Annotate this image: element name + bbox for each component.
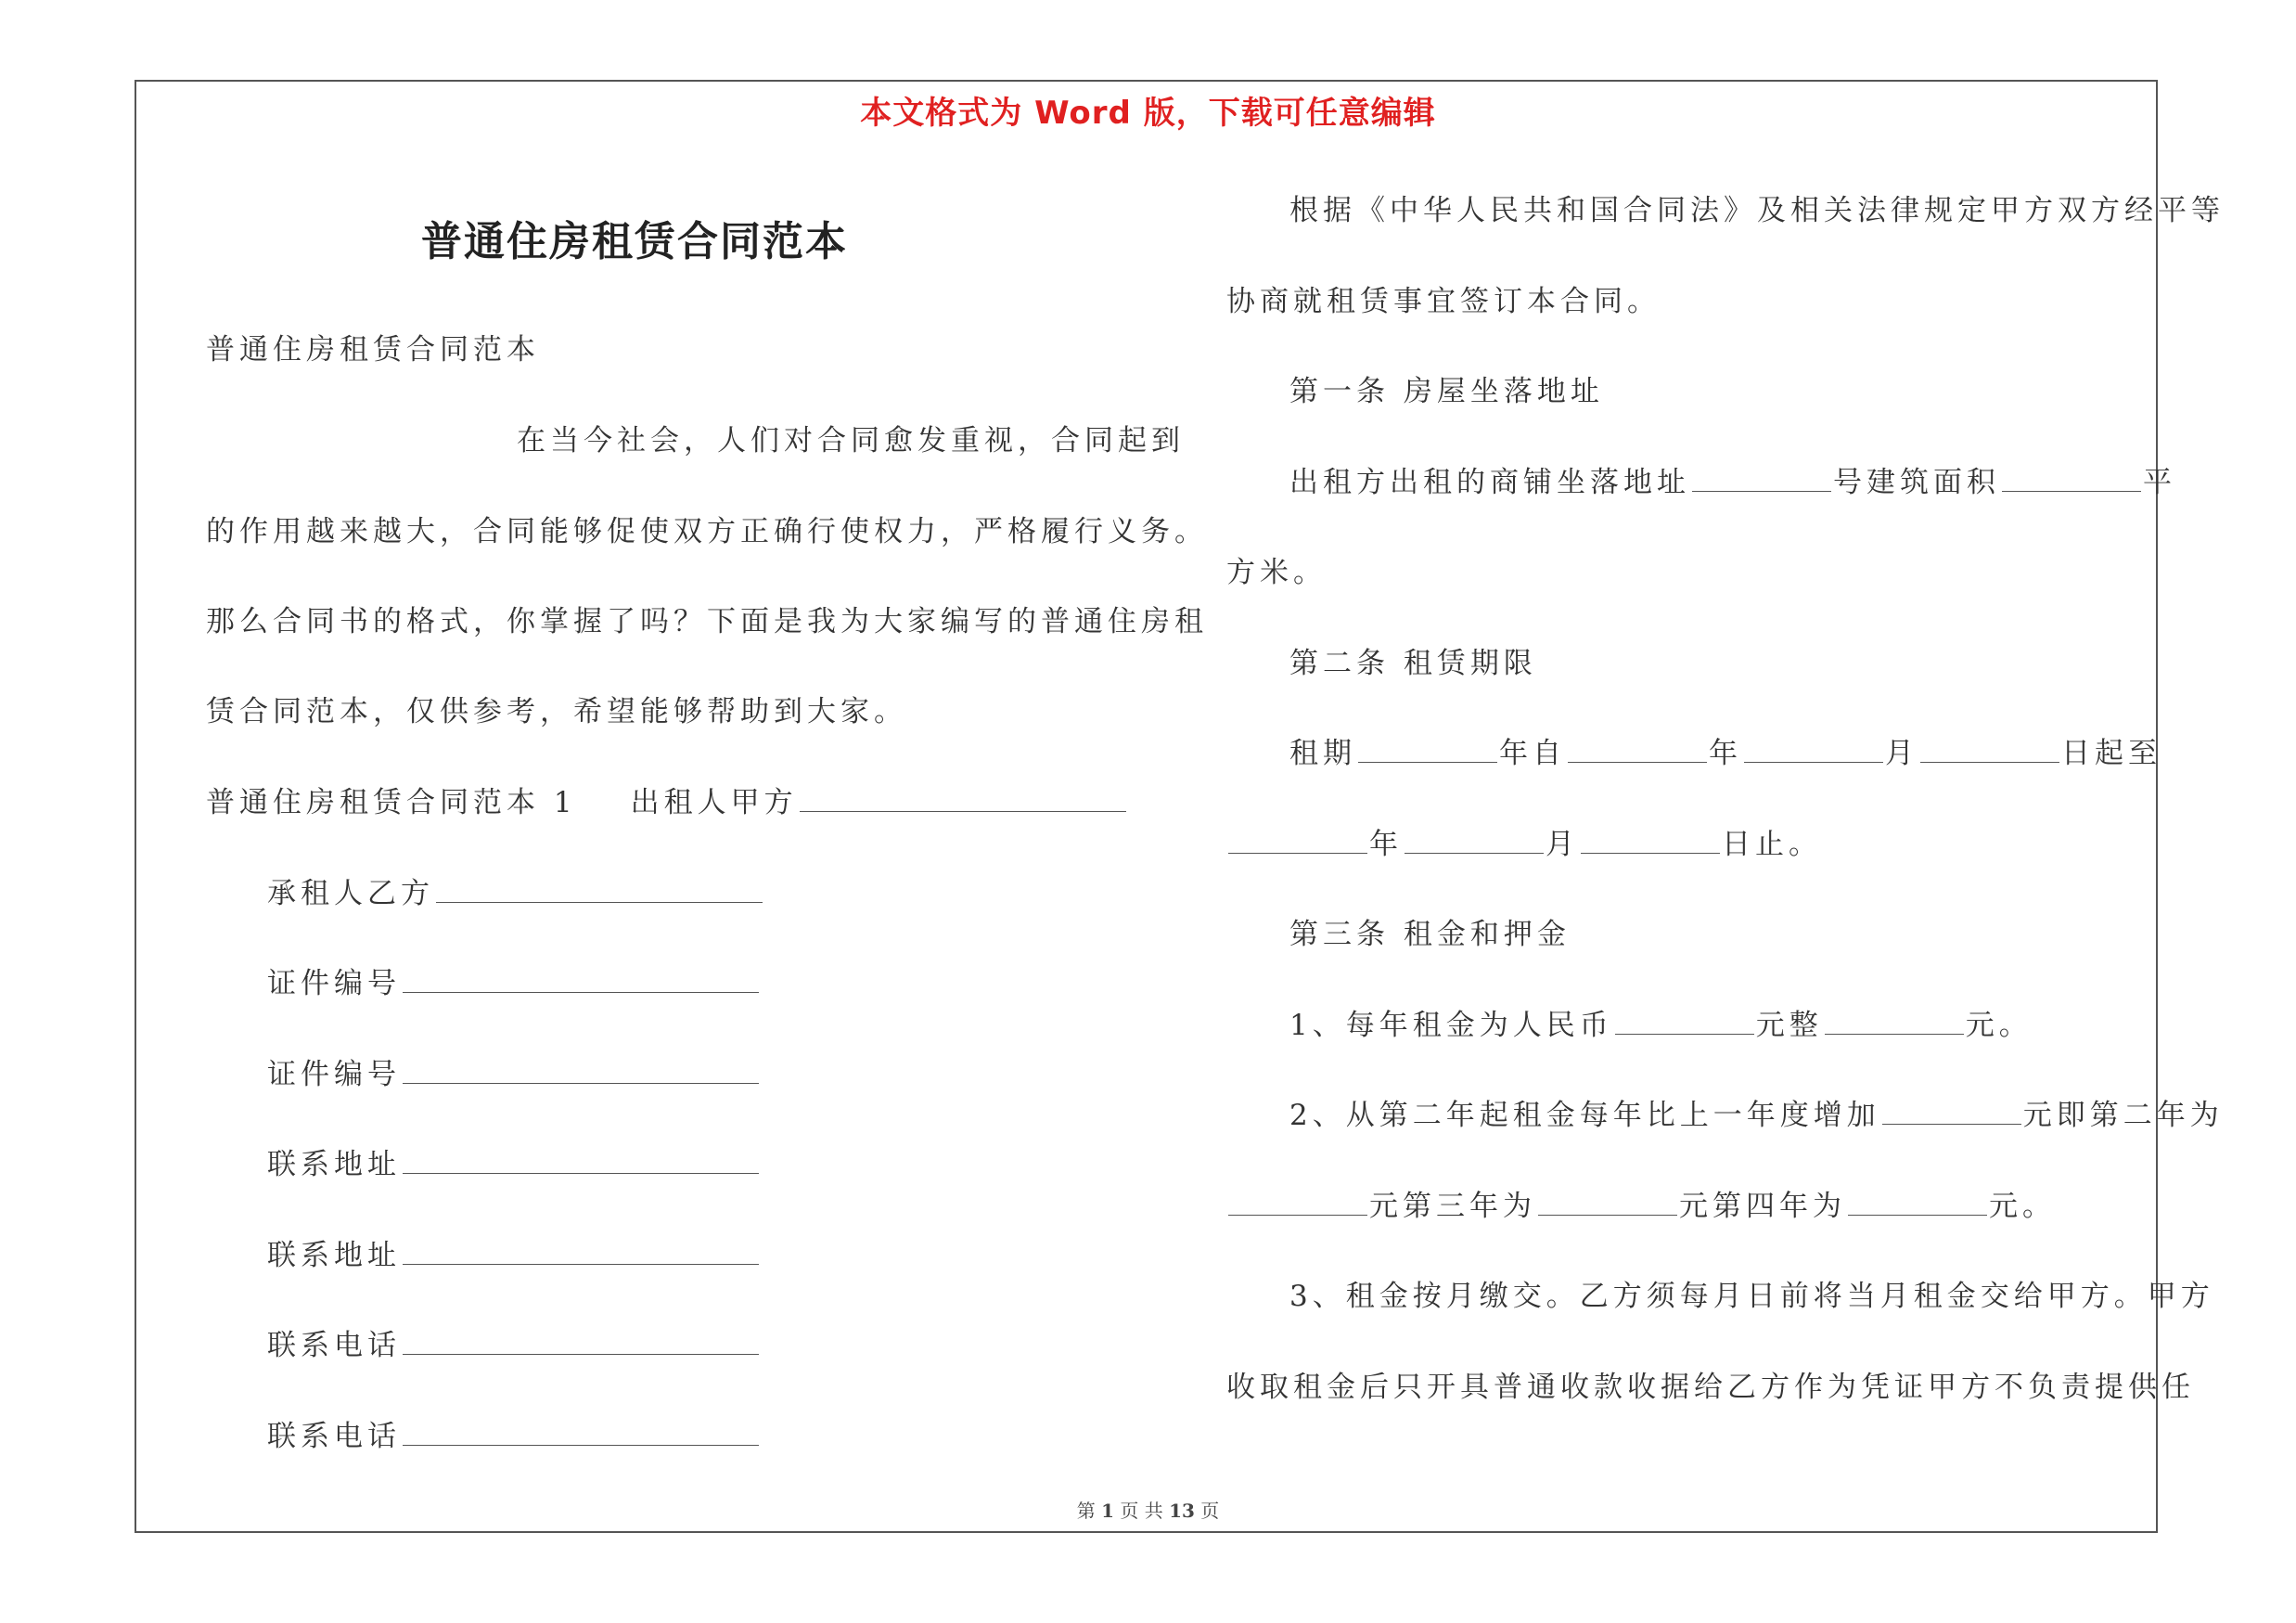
- id-no-blank-2[interactable]: [403, 1057, 759, 1084]
- address-text: 出租方出租的商铺坐落地址: [1289, 466, 1690, 499]
- start-month-blank[interactable]: [1744, 736, 1883, 763]
- area-blank[interactable]: [2002, 465, 2141, 492]
- end-day-text: 日止。: [1722, 828, 1822, 861]
- lessee-label: 承租人乙方: [267, 877, 434, 910]
- phone-row-2: [267, 1418, 761, 1455]
- lessee-blank[interactable]: [436, 876, 763, 903]
- fourth-year-text: 元第四年为: [1679, 1190, 1846, 1223]
- term-row-1: [1289, 735, 2161, 772]
- rent-1-text: 1、每年租金为人民币: [1289, 1009, 1613, 1042]
- rent-2-unit-text: 元。: [1989, 1190, 2056, 1223]
- month-text: 月: [1885, 737, 1918, 770]
- total-pages-number: 13: [1169, 1500, 1195, 1522]
- year-text: 年: [1709, 737, 1742, 770]
- intro-line-2: 的作用越来越大，合同能够促使双方正确行使权力，严格履行义务。: [206, 515, 1208, 548]
- document-subtitle: 普通住房租赁合同范本: [206, 333, 540, 367]
- address-label-1: 联系地址: [267, 1148, 401, 1181]
- annual-rent-figure-blank[interactable]: [1825, 1008, 1964, 1035]
- phone-blank-1[interactable]: [403, 1328, 759, 1355]
- article-1-title: 第一条 房屋坐落地址: [1289, 375, 1604, 408]
- lessee-row: [267, 875, 764, 912]
- phone-row-1: [267, 1327, 761, 1364]
- rent-1-unit-text: 元。: [1965, 1009, 2033, 1042]
- end-month-blank[interactable]: [1405, 827, 1544, 854]
- term-row-2: [1226, 826, 1822, 863]
- footer-prefix: 第: [1076, 1500, 1096, 1522]
- intro-line-3: 那么合同书的格式，你掌握了吗？下面是我为大家编写的普通住房租: [206, 605, 1208, 638]
- area-unit-line: 方米。: [1226, 556, 1327, 589]
- annual-rent-blank[interactable]: [1615, 1008, 1754, 1035]
- start-year-blank[interactable]: [1568, 736, 1707, 763]
- third-year-text: 元第三年为: [1369, 1190, 1536, 1223]
- address-label-2: 联系地址: [267, 1239, 401, 1272]
- lessor-label: 出租人甲方: [630, 786, 798, 819]
- format-banner: 本文格式为 Word 版，下载可任意编辑: [860, 95, 1436, 132]
- address-blank-2[interactable]: [403, 1238, 759, 1265]
- end-day-blank[interactable]: [1581, 827, 1720, 854]
- end-month-text: 月: [1546, 828, 1579, 861]
- current-page-number: 1: [1101, 1500, 1114, 1522]
- fourth-year-blank[interactable]: [1848, 1189, 1987, 1216]
- end-year-blank[interactable]: [1228, 827, 1367, 854]
- footer-suffix: 页: [1200, 1500, 1220, 1522]
- rent-item-2-line-1: [1289, 1097, 2224, 1134]
- rent-2-text: 2、从第二年起租金每年比上一年度增加: [1289, 1099, 1880, 1132]
- page-footer: [0, 1496, 2296, 1523]
- second-year-blank[interactable]: [1228, 1189, 1367, 1216]
- id-no-label-1: 证件编号: [267, 967, 401, 1000]
- rent-1-whole-text: 元整: [1755, 1009, 1823, 1042]
- start-day-blank[interactable]: [1920, 736, 2059, 763]
- day-from-text: 日起至: [2061, 737, 2161, 770]
- rent-increase-blank[interactable]: [1882, 1098, 2021, 1125]
- id-no-label-2: 证件编号: [267, 1058, 401, 1091]
- footer-middle: 页 共: [1120, 1500, 1163, 1522]
- address-row-2: [267, 1237, 761, 1274]
- area-text: 号建筑面积: [1833, 466, 2000, 499]
- intro-line-1: 在当今社会，人们对合同愈发重视，合同起到: [517, 424, 1185, 457]
- sample-heading-row: [206, 784, 1128, 821]
- term-label: 租期: [1289, 737, 1356, 770]
- address-blank-1[interactable]: [403, 1147, 759, 1174]
- phone-label-2: 联系电话: [267, 1420, 401, 1453]
- id-no-row-2: [267, 1056, 761, 1093]
- sample-heading: 普通住房租赁合同范本 1: [206, 786, 577, 819]
- end-year-text: 年: [1369, 828, 1403, 861]
- rent-item-1: [1289, 1007, 2033, 1044]
- rent-item-2-line-2: [1226, 1188, 2056, 1225]
- area-unit-text: 平: [2143, 466, 2176, 499]
- id-no-row-1: [267, 965, 761, 1002]
- article-2-title: 第二条 租赁期限: [1289, 647, 1537, 680]
- article-1-row: [1289, 464, 2176, 501]
- intro-line-4: 赁合同范本，仅供参考，希望能够帮助到大家。: [206, 695, 907, 728]
- preamble-line-2: 协商就租赁事宜签订本合同。: [1226, 285, 1661, 318]
- lessor-blank[interactable]: [800, 785, 1126, 812]
- shop-address-blank[interactable]: [1692, 465, 1831, 492]
- third-year-blank[interactable]: [1538, 1189, 1677, 1216]
- phone-label-1: 联系电话: [267, 1329, 401, 1362]
- address-row-1: [267, 1146, 761, 1183]
- term-years-blank[interactable]: [1358, 736, 1497, 763]
- preamble-line-1: 根据《中华人民共和国合同法》及相关法律规定甲方双方经平等: [1289, 194, 2225, 227]
- article-3-title: 第三条 租金和押金: [1289, 918, 1571, 951]
- second-year-text: 元即第二年为: [2022, 1099, 2224, 1132]
- term-from-text: 年自: [1499, 737, 1566, 770]
- rent-item-3-line-2: 收取租金后只开具普通收款收据给乙方作为凭证甲方不负责提供任: [1226, 1371, 2195, 1404]
- rent-item-3-line-1: 3、租金按月缴交。乙方须每月日前将当月租金交给甲方。甲方: [1289, 1280, 2214, 1313]
- document-title: 普通住房租赁合同范本: [421, 218, 848, 265]
- phone-blank-2[interactable]: [403, 1419, 759, 1446]
- id-no-blank-1[interactable]: [403, 966, 759, 993]
